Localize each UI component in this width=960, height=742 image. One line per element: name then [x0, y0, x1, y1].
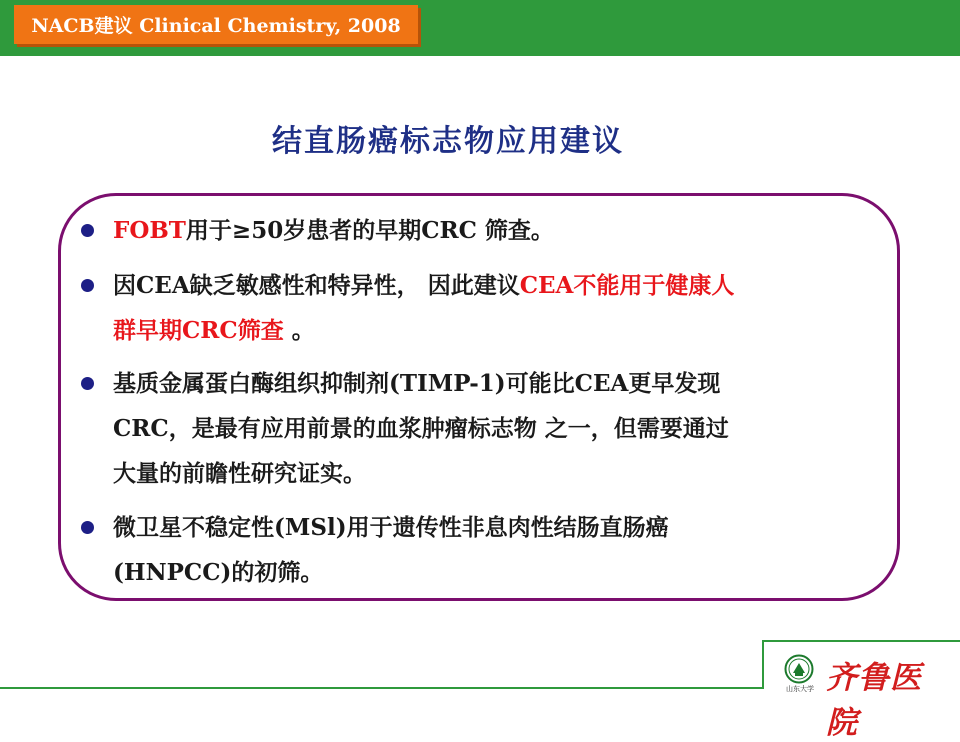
content-box [58, 193, 900, 601]
bullet-line [113, 451, 893, 496]
highlight-text: CEA不能用于健康人 [519, 272, 735, 299]
bullet-dot-icon [81, 224, 94, 237]
body-text: (HNPCC)的初筛。 [113, 559, 324, 586]
highlight-text: 群早期CRC筛查 [113, 317, 284, 344]
slide-title-text: 结直肠癌标志物应用建议 [272, 124, 624, 159]
university-emblem-icon [784, 654, 814, 684]
hospital-logo [778, 650, 953, 741]
bullet-line [113, 361, 893, 406]
footer-rule-vertical [762, 640, 764, 689]
bullet-dot-icon [81, 377, 94, 390]
bullet-line [113, 550, 893, 595]
bullet-line [113, 308, 893, 353]
body-text: 大量的前瞻性研究证实。 [113, 460, 366, 487]
bullet-line [113, 406, 893, 451]
body-text: CRC，是最有应用前景的血浆肿瘤标志物 之一，但需要通过 [113, 415, 729, 442]
bullet-text [113, 505, 893, 595]
header-tag: NACB建议 Clinical Chemistry, 2008 [14, 5, 418, 44]
top-banner [0, 0, 960, 56]
body-text: 。 [283, 317, 315, 344]
bullet-line [113, 263, 893, 308]
bullet-line [113, 208, 893, 253]
footer-rule [0, 687, 764, 689]
slide-title [0, 116, 960, 160]
bullet-line [113, 505, 893, 550]
body-text: 因CEA缺乏敏感性和特异性， 因此建议 [113, 272, 520, 299]
body-text: 用于≥50岁患者的早期CRC 筛查。 [185, 217, 554, 244]
highlight-text: FOBT [113, 217, 186, 244]
hospital-name: 齐鲁医院 [826, 660, 922, 741]
bullet-text [113, 361, 893, 496]
body-text: 微卫星不稳定性(MSl)用于遗传性非息肉性结肠直肠癌 [113, 514, 669, 541]
footer-rule-top [762, 640, 960, 642]
bullet-dot-icon [81, 521, 94, 534]
bullet-text [113, 263, 893, 353]
body-text: 基质金属蛋白酶组织抑制剂(TIMP-1)可能比CEA更早发现 [113, 370, 721, 397]
bullet-dot-icon [81, 279, 94, 292]
bullet-text [113, 208, 893, 253]
university-name: 山东大学 [786, 685, 814, 693]
